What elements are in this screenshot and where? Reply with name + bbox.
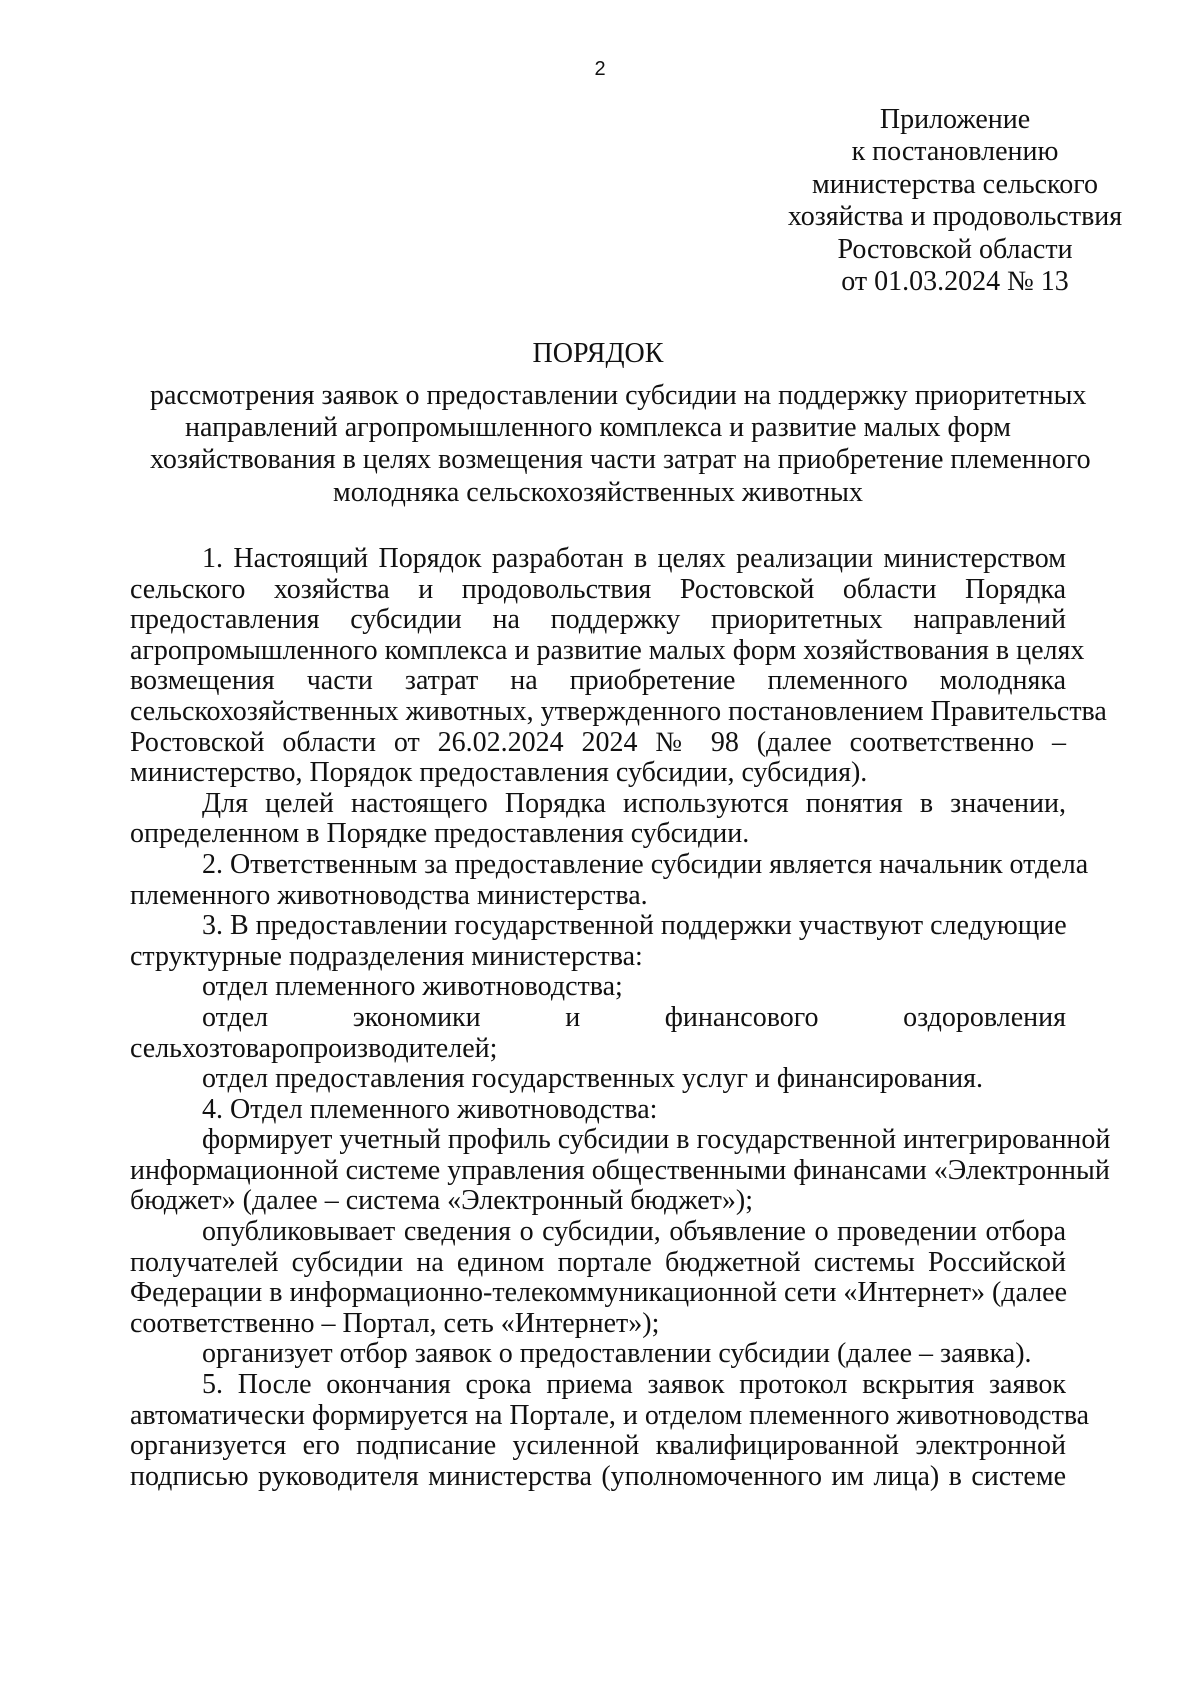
page-number: 2: [594, 58, 606, 80]
body-line: сельхозтоваропроизводителей;: [130, 1032, 498, 1064]
body-line: племенного животноводства министерства.: [130, 879, 648, 911]
body-line: возмещения части затрат на приобретение племенного молодняка: [130, 665, 1066, 697]
approval-line: от 01.03.2024 № 13: [841, 266, 1069, 298]
subtitle-line: направлений агропромышленного комплекса и развитие малых форм: [185, 412, 1011, 444]
body-line: 2. Ответственным за предоставление субсидии является начальник отдела: [202, 848, 1089, 880]
subtitle-line: рассмотрения заявок о предоставлении субсидии на поддержку приоритетных: [150, 380, 1087, 411]
body-line: Для целей настоящего Порядка используются понятия в значении,: [202, 787, 1066, 819]
body-line: структурные подразделения министерства:: [130, 940, 643, 972]
document-subtitle: [150, 380, 1091, 509]
body-line: министерство, Порядок предоставления субсидии, субсидия).: [130, 757, 868, 789]
document-body: [130, 543, 1111, 1492]
body-line: информационной системе управления общественными финансами «Электронный: [130, 1154, 1110, 1186]
body-line: организует отбор заявок о предоставлении субсидии (далее – заявка).: [202, 1338, 1032, 1370]
body-line: Федерации в информационно-телекоммуникационной сети «Интернет» (далее: [130, 1277, 1068, 1309]
document-title: ПОРЯДОК: [532, 338, 664, 369]
body-line: автоматически формируется на Портале, и отделом племенного животноводства: [130, 1399, 1090, 1431]
approval-line: Приложение: [879, 104, 1031, 135]
body-line: агропромышленного комплекса и развитие малых форм хозяйствования в целях: [130, 634, 1085, 666]
body-line: определенном в Порядке предоставления субсидии.: [130, 818, 750, 850]
body-line: сельского хозяйства и продовольствия Ростовской области Порядка: [130, 573, 1066, 605]
body-line: получателей субсидии на едином портале бюджетной системы Российской: [130, 1246, 1066, 1278]
body-line: 5. После окончания срока приема заявок протокол вскрытия заявок: [202, 1369, 1066, 1401]
body-line: Ростовской области от 26.02.2024 2024 № 98 (далее соответственно –: [130, 726, 1066, 758]
approval-line: хозяйства и продовольствия: [787, 201, 1123, 233]
body-line: 3. В предоставлении государственной поддержки участвуют следующие: [202, 910, 1067, 942]
body-line: 4. Отдел племенного животноводства:: [202, 1093, 658, 1125]
body-line: отдел экономики и финансового оздоровления: [202, 1001, 1066, 1033]
body-line: соответственно – Портал, сеть «Интернет»);: [130, 1307, 660, 1339]
approval-block: [745, 104, 1165, 298]
body-line: 1. Настоящий Порядок разработан в целях реализации министерством: [202, 543, 1066, 574]
body-line: сельскохозяйственных животных, утвержденного постановлением Правительства: [130, 695, 1107, 727]
body-line: отдел племенного животноводства;: [202, 971, 623, 1003]
subtitle-line: молодняка сельскохозяйственных животных: [333, 476, 863, 508]
subtitle-line: хозяйствования в целях возмещения части затрат на приобретение племенного: [150, 444, 1091, 476]
body-line: предоставления субсидии на поддержку приоритетных направлений: [130, 604, 1066, 636]
approval-line: министерства сельского: [811, 168, 1099, 200]
body-line: организуется его подписание усиленной квалифицированной электронной: [130, 1430, 1066, 1462]
body-line: опубликовывает сведения о субсидии, объявление о проведении отбора: [202, 1216, 1066, 1248]
body-line: бюджет» (далее – система «Электронный бюджет»);: [130, 1185, 753, 1217]
body-line: подписью руководителя министерства (уполномоченного им лица) в системе: [130, 1460, 1066, 1492]
approval-line: к постановлению: [851, 136, 1059, 168]
body-line: формирует учетный профиль субсидии в государственной интегрированной: [202, 1124, 1111, 1156]
body-line: отдел предоставления государственных услуг и финансирования.: [202, 1063, 983, 1095]
approval-line: Ростовской области: [837, 233, 1073, 265]
